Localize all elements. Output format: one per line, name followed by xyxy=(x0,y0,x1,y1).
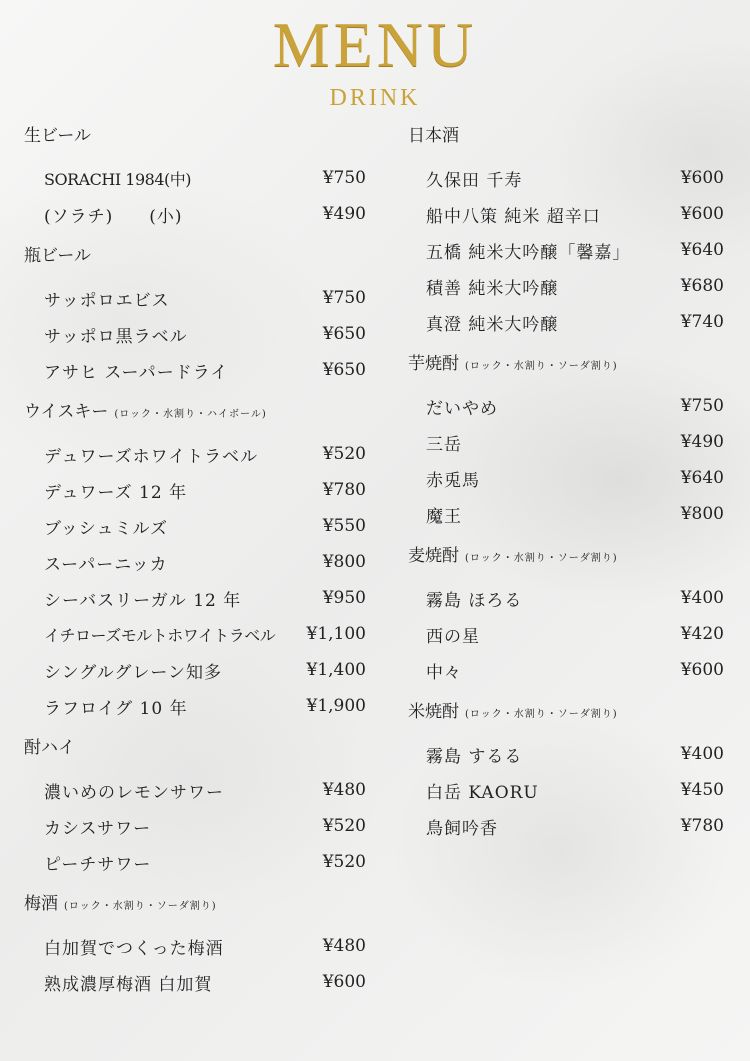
item-price: ¥400 xyxy=(680,588,724,608)
item-price: ¥740 xyxy=(680,312,724,332)
item-price: ¥600 xyxy=(680,204,724,224)
item-price: ¥640 xyxy=(680,240,724,260)
item-name: カシスサワー xyxy=(44,818,152,839)
item-price: ¥950 xyxy=(322,588,366,608)
menu-item xyxy=(24,508,366,544)
right-menu-section xyxy=(408,538,724,694)
menu-item xyxy=(24,160,366,196)
item-list xyxy=(24,154,366,238)
section-title: 生ビール xyxy=(24,126,91,146)
item-price: ¥490 xyxy=(322,204,366,224)
section-heading xyxy=(408,118,724,154)
item-price: ¥420 xyxy=(680,624,724,644)
item-name: 濃いめのレモンサワー xyxy=(44,782,224,803)
item-price: ¥520 xyxy=(322,444,366,464)
item-name: 西の星 xyxy=(426,626,480,647)
item-list xyxy=(408,382,724,538)
menu-item xyxy=(24,844,366,880)
menu-item xyxy=(24,652,366,688)
item-name: シーバスリーガル 12 年 xyxy=(44,590,242,611)
section-heading xyxy=(24,394,366,430)
menu-item xyxy=(408,232,724,268)
item-price: ¥1,100 xyxy=(306,624,366,644)
menu-item xyxy=(408,160,724,196)
menu-item xyxy=(408,424,724,460)
item-price: ¥600 xyxy=(680,660,724,680)
drink-subtitle: DRINK xyxy=(329,85,421,111)
item-name: アサヒ スーパードライ xyxy=(44,362,229,383)
section-heading xyxy=(24,118,366,154)
item-name: ピーチサワー xyxy=(44,854,152,875)
section-title: 芋焼酎 xyxy=(408,354,459,374)
item-price: ¥780 xyxy=(322,480,366,500)
item-list xyxy=(408,154,724,346)
menu-item xyxy=(24,280,366,316)
menu-item xyxy=(408,196,724,232)
right-menu-section xyxy=(408,346,724,538)
item-list xyxy=(24,766,366,886)
menu-item xyxy=(24,196,366,232)
menu-item xyxy=(408,772,724,808)
menu-item xyxy=(24,688,366,724)
item-price: ¥480 xyxy=(322,780,366,800)
item-price: ¥750 xyxy=(680,396,724,416)
menu-item xyxy=(408,496,724,532)
section-title: 瓶ビール xyxy=(24,246,91,266)
section-title: 日本酒 xyxy=(408,126,459,146)
right-menu-section xyxy=(408,118,724,346)
item-list xyxy=(408,730,724,850)
item-name: サッポロ黒ラベル xyxy=(44,326,188,347)
left-column xyxy=(24,118,366,1006)
item-list xyxy=(24,922,366,1006)
item-name: 中々 xyxy=(426,662,462,683)
item-price: ¥1,900 xyxy=(306,696,366,716)
section-title: 米焼酎 xyxy=(408,702,459,722)
item-name: シングルグレーン知多 xyxy=(44,662,223,683)
section-serving-note: (ロック・水割り・ソーダ割り) xyxy=(465,709,618,720)
section-title: 麦焼酎 xyxy=(408,546,459,566)
menu-item xyxy=(24,580,366,616)
left-menu-section xyxy=(24,238,366,394)
left-menu-section xyxy=(24,394,366,730)
section-serving-note: (ロック・水割り・ソーダ割り) xyxy=(465,361,618,372)
item-price: ¥480 xyxy=(322,936,366,956)
item-name: だいやめ xyxy=(426,398,498,419)
item-name: 白岳 KAORU xyxy=(426,782,539,803)
item-name: 三岳 xyxy=(426,434,462,455)
item-name: 赤兎馬 xyxy=(426,470,480,491)
section-heading xyxy=(24,238,366,274)
item-name: (ソラチ) (小) xyxy=(44,206,183,227)
menu-item xyxy=(24,316,366,352)
menu-item xyxy=(408,616,724,652)
item-name: 久保田 千寿 xyxy=(426,170,523,191)
item-name: 真澄 純米大吟醸 xyxy=(426,314,559,335)
item-price: ¥780 xyxy=(680,816,724,836)
item-price: ¥550 xyxy=(322,516,366,536)
item-name: デュワーズ 12 年 xyxy=(44,482,188,503)
menu-item xyxy=(24,352,366,388)
menu-item xyxy=(408,304,724,340)
item-list xyxy=(408,574,724,694)
item-price: ¥800 xyxy=(680,504,724,524)
item-price: ¥800 xyxy=(322,552,366,572)
menu-item xyxy=(24,544,366,580)
item-name: 霧島 ほろる xyxy=(426,590,523,611)
item-name: 熟成濃厚梅酒 白加賀 xyxy=(44,974,213,995)
item-name: 五橋 純米大吟醸「馨嘉」 xyxy=(426,242,631,263)
section-heading xyxy=(24,886,366,922)
menu-item xyxy=(24,436,366,472)
menu-item xyxy=(408,736,724,772)
item-price: ¥450 xyxy=(680,780,724,800)
item-name: 船中八策 純米 超辛口 xyxy=(426,206,601,227)
item-name: 積善 純米大吟醸 xyxy=(426,278,559,299)
item-list xyxy=(24,430,366,730)
menu-item xyxy=(24,964,366,1000)
item-price: ¥490 xyxy=(680,432,724,452)
item-name: SORACHI 1984(中) xyxy=(44,169,191,189)
section-serving-note: (ロック・水割り・ソーダ割り) xyxy=(465,553,618,564)
menu-item xyxy=(24,472,366,508)
item-price: ¥680 xyxy=(680,276,724,296)
item-price: ¥600 xyxy=(322,972,366,992)
menu-item xyxy=(408,460,724,496)
section-title: 梅酒 xyxy=(24,894,58,914)
item-price: ¥600 xyxy=(680,168,724,188)
item-name: イチローズモルトホワイトラベル xyxy=(44,625,276,645)
menu-item xyxy=(24,928,366,964)
item-name: 魔王 xyxy=(426,506,462,527)
item-price: ¥520 xyxy=(322,816,366,836)
section-heading xyxy=(408,538,724,574)
item-price: ¥650 xyxy=(322,360,366,380)
item-name: ラフロイグ 10 年 xyxy=(44,698,188,719)
item-price: ¥1,400 xyxy=(306,660,366,680)
right-column xyxy=(408,118,724,850)
left-menu-section xyxy=(24,118,366,238)
section-serving-note: (ロック・水割り・ソーダ割り) xyxy=(64,901,217,912)
section-heading xyxy=(408,346,724,382)
menu-item xyxy=(408,580,724,616)
menu-item xyxy=(408,652,724,688)
menu-item xyxy=(24,616,366,652)
item-name: 鳥飼吟香 xyxy=(426,818,498,839)
section-heading xyxy=(24,730,366,766)
item-name: サッポロエビス xyxy=(44,290,170,311)
menu-title: MENU xyxy=(272,9,478,80)
item-price: ¥650 xyxy=(322,324,366,344)
menu-item xyxy=(24,772,366,808)
menu-item xyxy=(408,808,724,844)
item-name: 白加賀でつくった梅酒 xyxy=(44,938,224,959)
menu-item xyxy=(408,388,724,424)
section-serving-note: (ロック・水割り・ハイボール) xyxy=(114,409,267,420)
menu-item xyxy=(408,268,724,304)
section-title: 酎ハイ xyxy=(24,738,75,758)
section-title: ウイスキー xyxy=(24,402,109,422)
item-name: スーパーニッカ xyxy=(44,554,168,575)
item-price: ¥640 xyxy=(680,468,724,488)
left-menu-section xyxy=(24,730,366,886)
item-list xyxy=(24,274,366,394)
item-name: デュワーズホワイトラベル xyxy=(44,446,259,467)
item-price: ¥400 xyxy=(680,744,724,764)
section-heading xyxy=(408,694,724,730)
item-price: ¥750 xyxy=(322,288,366,308)
item-price: ¥750 xyxy=(322,168,366,188)
item-price: ¥520 xyxy=(322,852,366,872)
left-menu-section xyxy=(24,886,366,1006)
item-name: ブッシュミルズ xyxy=(44,518,168,539)
menu-item xyxy=(24,808,366,844)
item-name: 霧島 するる xyxy=(426,746,523,767)
right-menu-section xyxy=(408,694,724,850)
